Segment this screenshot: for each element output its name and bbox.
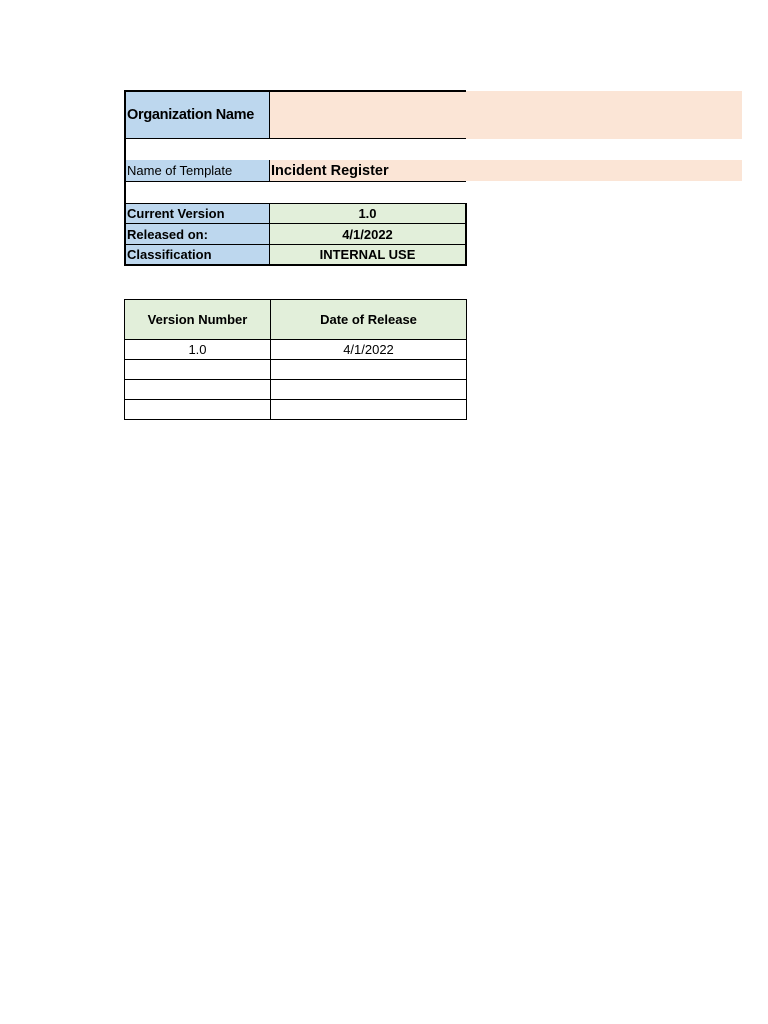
date-of-release-cell[interactable] [271,360,467,380]
table-row [125,400,467,420]
template-name-value[interactable]: Incident Register [270,160,466,182]
date-of-release-cell[interactable] [271,380,467,400]
released-on-label: Released on: [124,224,270,245]
current-version-value[interactable]: 1.0 [270,203,467,224]
spacer-row [124,139,466,161]
table-header-row [125,300,467,340]
spacer-row [124,182,466,203]
template-name-fill [466,160,742,181]
template-name-label: Name of Template [124,160,270,182]
organization-name-label: Organization Name [124,90,270,139]
released-on-value[interactable]: 4/1/2022 [270,224,467,245]
version-number-cell[interactable] [125,360,271,380]
version-number-header: Version Number [125,300,271,340]
table-row [125,340,467,360]
version-number-cell[interactable]: 1.0 [125,340,271,360]
organization-name-value[interactable] [270,90,466,139]
date-of-release-cell[interactable]: 4/1/2022 [271,340,467,360]
table-row [125,360,467,380]
classification-label: Classification [124,245,270,266]
date-of-release-header: Date of Release [271,300,467,340]
version-number-cell[interactable] [125,400,271,420]
current-version-label: Current Version [124,203,270,224]
classification-value[interactable]: INTERNAL USE [270,245,467,266]
organization-name-fill [466,91,742,139]
version-number-cell[interactable] [125,380,271,400]
table-row [125,380,467,400]
date-of-release-cell[interactable] [271,400,467,420]
version-history-table [124,299,467,420]
